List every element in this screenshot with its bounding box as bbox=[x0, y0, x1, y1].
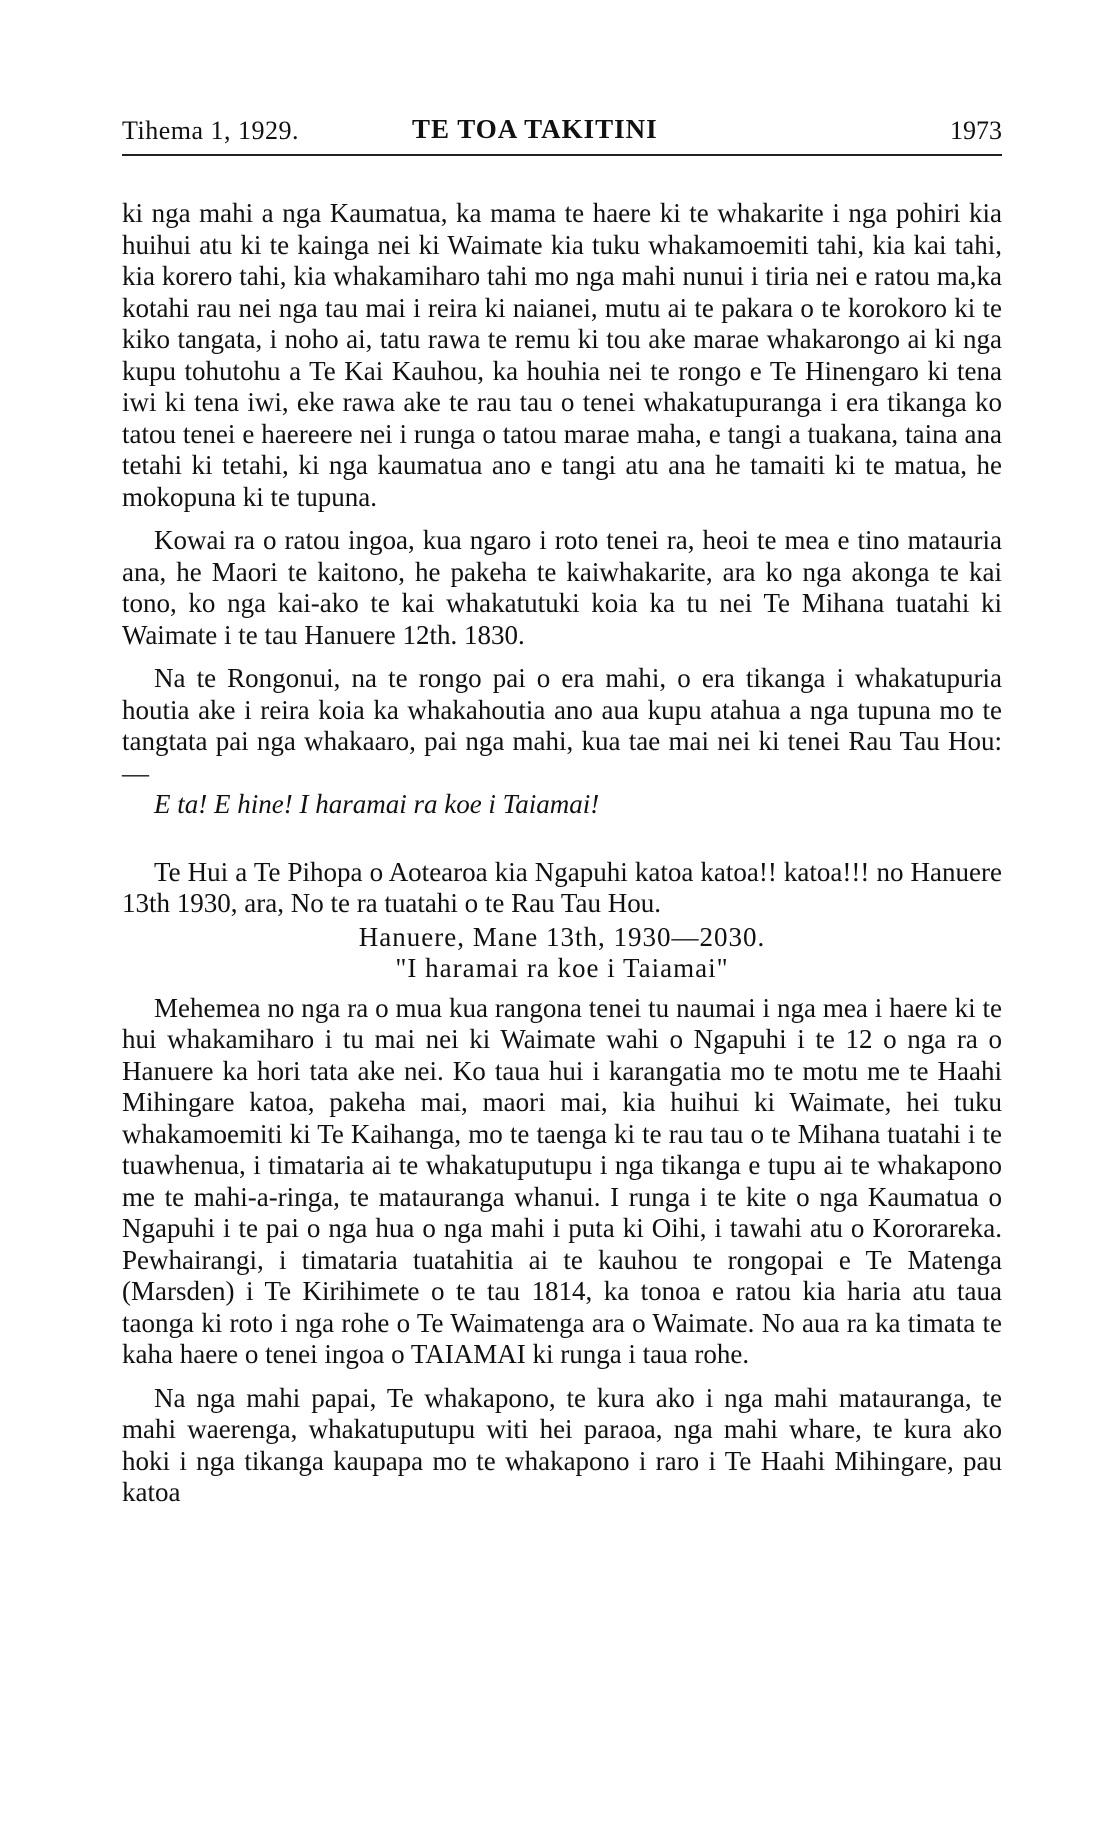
italic-proverb: E ta! E hine! I haramai ra koe i Taiamai! bbox=[154, 789, 600, 819]
running-header bbox=[122, 110, 1002, 156]
paragraph-2: Kowai ra o ratou ingoa, kua ngaro i roto tenei ra, heoi te mea e tino matauria ana, he Maori te kaitono, he pakeha te kaiwhakarite, ara ko nga akonga te kai tono, ko nga kai-ako te kai whakatutuki koia ka tu nei Te Mihana tuatahi ki Waimate i te tau Hanuere 12th. 1830. bbox=[122, 525, 1002, 650]
paragraph-5: Mehemea no nga ra o mua kua rangona tenei tu naumai i nga mea i haere ki te hui whakamiharo i tu mai nei ki Waimate wahi o Ngapuhi i te 12 o nga ra o Hanuere ka hori tata ake nei. Ko taua hui i karangatia mo te motu me te Haahi Mihingare katoa, pakeha mai, maori mai, kia huihui ki Waimate, hei tuku whakamoemiti ki Te Kaihanga, mo te taenga ki te rau tau o te Mihana tuatahi i te tuawhenua, i timataria ai te whakatuputupu i nga tikanga e tupu ai te whakapono me te mahi-a-ringa, te matauranga whanui. I runga i te kite o nga Kaumatua o Ngapuhi i te pai o nga hua o nga mahi i puta ki Oihi, i tawahi atu o Kororareka. Pewhairangi, i timataria tuatahitia ai te kauhou te rongopai e Te Matenga (Marsden) i Te Kirihimete o te tau 1814, ka tonoa e ratou kia haria atu taua taonga ki roto i nga rohe o Te Waimatenga ara o Waimate. No aua ra ka timata te kaha haere o tenei ingoa o TAIAMAI ki runga i taua rohe. bbox=[122, 992, 1002, 1369]
article-body bbox=[122, 198, 1002, 1509]
quote-line: "I haramai ra koe i Taiamai" bbox=[395, 953, 729, 983]
header-title: TE TOA TAKITINI bbox=[412, 114, 658, 144]
paragraph-3: Na te Rongonui, na te rongo pai o era mahi, o era tikanga i whakatupuria houtia ake i reira koia ka whakahoutia ano aua kupu atahua a nga tupuna mo te tangtata pai nga whakaaro, pai nga mahi, kua tae mai nei ki tenei Rau Tau Hou:— bbox=[122, 663, 1002, 788]
paragraph-6: Na nga mahi papai, Te whakapono, te kura ako i nga mahi matauranga, te mahi waerenga, whakatuputupu witi hei paraoa, nga mahi whare, te kura ako hoki i nga tikanga kaupapa mo te whakapono i raro i Te Haahi Mihingare, pau katoa bbox=[122, 1382, 1002, 1507]
header-date: Tihema 1, 1929. bbox=[122, 116, 299, 145]
paragraph-1: ki nga mahi a nga Kaumatua, ka mama te haere ki te whakarite i nga pohiri kia huihui atu ki te kainga nei ki Waimate kia tuku whakamoemiti tahi, kia kai tahi, kia korero tahi, kia whakamiharo tahi mo nga mahi nunui i tiria nei e ratou ma,ka kotahi rau nei nga tau mai i reira ki naianei, mutu ai te pakara o te korokoro ki te kiko tangata, i noho ai, tatu rawa te remu ki tou ake marae whakarongo ai ki nga kupu tohutohu a Te Kai Kauhou, ka houhia nei te rongo e Te Hinengaro ki tena iwi ki tena iwi, eke rawa ake te rau tau o tenei whakatupuranga i era tikanga ko tatou tenei e haereere nei i runga o tatou marae maha, e tangi a tuakana, taina ana tetahi ki tetahi, ki nga kaumatua ano e tangi atu ana he tamaiti ki te matua, he mokopuna ki te tupuna. bbox=[122, 198, 1002, 512]
paragraph-4: Te Hui a Te Pihopa o Aotearoa kia Ngapuhi katoa katoa!! katoa!!! no Hanuere 13th 1930, ara, No te ra tuatahi o te Rau Tau Hou. bbox=[122, 856, 1002, 918]
dateline: Hanuere, Mane 13th, 1930—2030. bbox=[358, 921, 766, 952]
document-page bbox=[122, 110, 1002, 1521]
page-number: 1973 bbox=[950, 116, 1002, 145]
